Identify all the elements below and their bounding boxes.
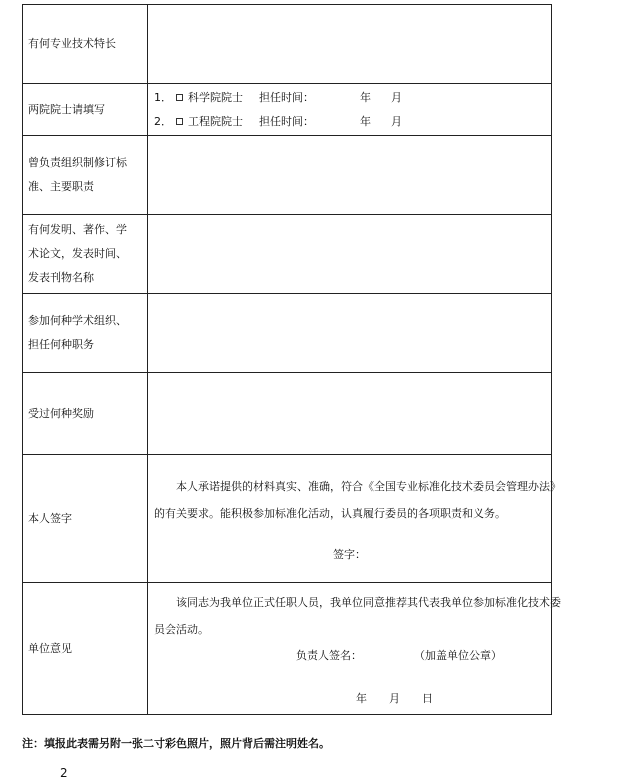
date-year: 年 <box>356 691 367 705</box>
unit-seal-label: （加盖单位公章） <box>414 648 502 662</box>
academician-num-1: 1． <box>154 90 172 104</box>
label-unit-opinion: 单位意见 <box>23 583 148 715</box>
label-inventions-line-1: 有何发明、著作、学 <box>28 223 127 236</box>
field-unit-opinion <box>148 583 561 715</box>
label-awards: 受过何种奖励 <box>23 373 148 455</box>
field-signature <box>148 455 561 583</box>
field-expertise[interactable] <box>148 5 552 84</box>
responsible-person-sign <box>154 643 545 669</box>
signature-label[interactable]: 签字： <box>333 547 366 561</box>
label-signature: 本人签字 <box>23 455 148 583</box>
date-day: 日 <box>422 691 433 705</box>
label-inventions-line-2: 术论文，发表时间、 <box>28 247 127 260</box>
pledge-line-1: 本人承诺提供的材料真实、准确，符合《全国专业标准化技术委员会管理办法》 <box>176 479 561 493</box>
label-standards <box>23 136 148 215</box>
label-organizations-line-2: 担任何种职务 <box>28 338 94 351</box>
academician-type-2: 工程院院士 <box>188 114 243 128</box>
field-awards[interactable] <box>148 373 552 455</box>
field-academician <box>148 84 552 136</box>
academician-line-2 <box>154 110 545 134</box>
opinion-line-1: 该同志为我单位正式任职人员，我单位同意推荐其代表我单位参加标准化技术委 <box>176 595 561 609</box>
month-label-2: 月 <box>391 114 402 128</box>
row-signature <box>23 455 552 583</box>
opinion-text <box>154 589 561 643</box>
field-inventions[interactable] <box>148 215 552 294</box>
term-time-label-2: 担任时间： <box>259 114 314 128</box>
label-organizations <box>23 294 148 373</box>
row-organizations <box>23 294 552 373</box>
checkbox-academy-of-engineering[interactable] <box>176 118 183 125</box>
checkbox-academy-of-sciences[interactable] <box>176 94 183 101</box>
footnote: 注：填报此表需另附一张二寸彩色照片，照片背后需注明姓名。 <box>22 737 330 750</box>
month-label-1: 月 <box>391 90 402 104</box>
row-awards <box>23 373 552 455</box>
label-standards-line-2: 准、主要职责 <box>28 180 94 193</box>
academician-num-2: 2． <box>154 114 172 128</box>
date-month: 月 <box>389 691 400 705</box>
academician-line-1 <box>154 86 545 110</box>
label-organizations-line-1: 参加何种学术组织、 <box>28 314 127 327</box>
row-inventions <box>23 215 552 294</box>
row-unit-opinion <box>23 583 552 715</box>
page-number: 2 <box>60 766 68 780</box>
pledge-line-2: 的有关要求。能积极参加标准化活动，认真履行委员的各项职责和义务。 <box>154 506 506 520</box>
year-label-2: 年 <box>360 114 371 128</box>
term-time-label-1: 担任时间： <box>259 90 314 104</box>
opinion-date <box>154 689 545 709</box>
responsible-sign-label[interactable]: 负责人签名： <box>296 648 362 662</box>
row-standards <box>23 136 552 215</box>
row-expertise <box>23 5 552 84</box>
label-academician: 两院院士请填写 <box>23 84 148 136</box>
academician-type-1: 科学院院士 <box>188 90 243 104</box>
label-inventions <box>23 215 148 294</box>
pledge-text <box>154 473 561 527</box>
field-organizations[interactable] <box>148 294 552 373</box>
label-inventions-line-3: 发表刊物名称 <box>28 271 94 284</box>
label-standards-line-1: 曾负责组织制修订标 <box>28 156 127 169</box>
opinion-line-2: 员会活动。 <box>154 622 209 636</box>
label-expertise: 有何专业技术特长 <box>23 5 148 84</box>
year-label-1: 年 <box>360 90 371 104</box>
field-standards[interactable] <box>148 136 552 215</box>
row-academician <box>23 84 552 136</box>
application-form-table <box>22 4 561 715</box>
